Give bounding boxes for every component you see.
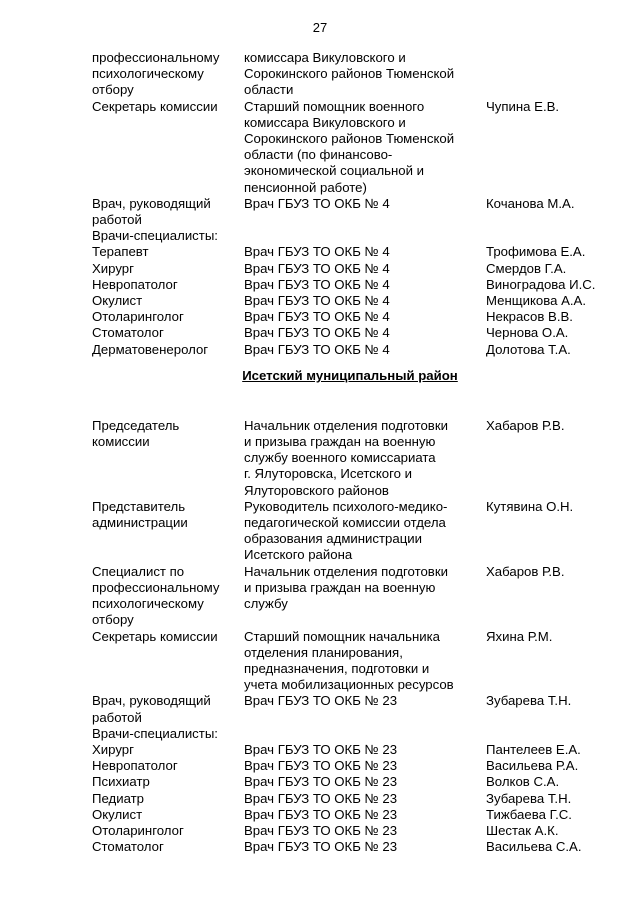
table-row bbox=[0, 791, 640, 807]
table-row bbox=[0, 742, 640, 758]
position-cell: Врач ГБУЗ ТО ОКБ № 23 bbox=[244, 806, 398, 822]
table-row bbox=[0, 50, 640, 99]
table-row bbox=[0, 228, 640, 244]
role-cell: Председатель комиссии bbox=[92, 417, 180, 450]
person-name-cell: Волков С.А. bbox=[486, 774, 560, 790]
role-cell: Секретарь комиссии bbox=[92, 98, 218, 114]
role-cell: Отоларинголог bbox=[92, 309, 184, 325]
section-title: Исетский муниципальный район bbox=[242, 367, 458, 383]
role-cell: Врач, руководящий работой bbox=[92, 195, 211, 228]
person-name-cell: Смердов Г.А. bbox=[486, 260, 567, 276]
table-row bbox=[0, 342, 640, 358]
role-cell: Врачи-специалисты: bbox=[92, 725, 218, 741]
section-gap bbox=[0, 402, 640, 418]
page-number: 27 bbox=[312, 20, 328, 35]
position-cell: Врач ГБУЗ ТО ОКБ № 23 bbox=[244, 822, 398, 838]
role-cell: Врач, руководящий работой bbox=[92, 693, 211, 725]
table-row bbox=[0, 277, 640, 293]
section-heading bbox=[0, 358, 640, 402]
person-name-cell: Хабаров Р.В. bbox=[486, 563, 565, 579]
position-cell: Врач ГБУЗ ТО ОКБ № 23 bbox=[244, 839, 398, 855]
table-row bbox=[0, 418, 640, 499]
table-row bbox=[0, 309, 640, 325]
table-row bbox=[0, 629, 640, 694]
position-cell: Врач ГБУЗ ТО ОКБ № 23 bbox=[244, 758, 398, 774]
person-name-cell: Кочанова М.А. bbox=[486, 195, 575, 211]
role-cell: Врачи-специалисты: bbox=[92, 228, 218, 244]
role-cell: Окулист bbox=[92, 806, 143, 822]
person-name-cell: Чупина Е.В. bbox=[486, 98, 560, 114]
position-cell: Врач ГБУЗ ТО ОКБ № 4 bbox=[244, 341, 390, 357]
position-cell: Начальник отделения подготовки и призыва граждан на военную службу военного комиссариата г. Ялуторовска, Исетского и Ялуторовского районов bbox=[244, 417, 448, 498]
position-cell bbox=[244, 726, 473, 742]
person-name-cell: Кутявина О.Н. bbox=[486, 498, 574, 514]
role-cell: Хирург bbox=[92, 741, 134, 757]
role-cell: Дерматовенеролог bbox=[92, 341, 209, 357]
position-cell: Руководитель психолого-медико- педагогической комиссии отдела образования администрации Исетского района bbox=[244, 498, 448, 563]
table-row bbox=[0, 293, 640, 309]
position-cell: Старший помощник начальника отделения планирования, предназначения, подготовки и учета мобилизационных ресурсов bbox=[244, 628, 454, 693]
person-name-cell: Чернова О.А. bbox=[486, 325, 569, 341]
role-cell: Стоматолог bbox=[92, 325, 164, 341]
role-cell: Окулист bbox=[92, 293, 143, 309]
person-name-cell: Долотова Т.А. bbox=[486, 341, 571, 357]
position-cell: Врач ГБУЗ ТО ОКБ № 23 bbox=[244, 774, 398, 790]
person-name-cell: Тижбаева Г.С. bbox=[486, 806, 572, 822]
person-name-cell: Хабаров Р.В. bbox=[486, 417, 565, 433]
table-row bbox=[0, 693, 640, 725]
role-cell: Невропатолог bbox=[92, 276, 178, 292]
person-name-cell: Зубарева Т.Н. bbox=[486, 693, 572, 709]
table-row bbox=[0, 823, 640, 839]
position-cell: комиссара Викуловского и Сорокинского районов Тюменской области bbox=[244, 50, 455, 98]
table-row bbox=[0, 261, 640, 277]
table-row bbox=[0, 807, 640, 823]
role-cell: Хирург bbox=[92, 260, 134, 276]
position-cell: Начальник отделения подготовки и призыва граждан на военную службу bbox=[244, 563, 448, 612]
person-name-cell: Васильева С.А. bbox=[486, 839, 582, 855]
position-cell: Врач ГБУЗ ТО ОКБ № 23 bbox=[244, 741, 398, 757]
role-cell: Терапевт bbox=[92, 244, 149, 260]
table-row bbox=[0, 758, 640, 774]
table-row bbox=[0, 726, 640, 742]
position-cell: Старший помощник военного комиссара Викуловского и Сорокинского районов Тюменской области (по финансово- экономической социальной и пенсионной работе) bbox=[244, 98, 455, 195]
role-cell: Специалист по профессиональному психологическому отбору bbox=[92, 563, 220, 628]
position-cell: Врач ГБУЗ ТО ОКБ № 4 bbox=[244, 244, 390, 260]
position-cell: Врач ГБУЗ ТО ОКБ № 4 bbox=[244, 260, 390, 276]
position-cell: Врач ГБУЗ ТО ОКБ № 4 bbox=[244, 276, 390, 292]
person-name-cell: Некрасов В.В. bbox=[486, 309, 573, 325]
position-cell: Врач ГБУЗ ТО ОКБ № 23 bbox=[244, 790, 398, 806]
table-row bbox=[0, 564, 640, 629]
position-cell bbox=[244, 228, 473, 244]
commission-block-2 bbox=[0, 418, 640, 855]
table-row bbox=[0, 325, 640, 341]
position-cell: Врач ГБУЗ ТО ОКБ № 4 bbox=[244, 293, 390, 309]
person-name-cell: Пантелеев Е.А. bbox=[486, 741, 581, 757]
role-cell: Секретарь комиссии bbox=[92, 628, 218, 644]
person-name-cell: Виноградова И.С. bbox=[486, 276, 596, 292]
table-row bbox=[0, 774, 640, 790]
person-name-cell: Зубарева Т.Н. bbox=[486, 790, 572, 806]
person-name-cell: Менщикова А.А. bbox=[486, 293, 586, 309]
role-cell: Невропатолог bbox=[92, 758, 178, 774]
table-row bbox=[0, 839, 640, 855]
table-row bbox=[0, 244, 640, 260]
position-cell: Врач ГБУЗ ТО ОКБ № 4 bbox=[244, 325, 390, 341]
table-row bbox=[0, 196, 640, 228]
position-cell: Врач ГБУЗ ТО ОКБ № 4 bbox=[244, 309, 390, 325]
person-name-cell: Трофимова Е.А. bbox=[486, 244, 586, 260]
commission-table bbox=[0, 50, 640, 855]
table-row bbox=[0, 499, 640, 564]
person-name-cell: Васильева Р.А. bbox=[486, 758, 579, 774]
person-name-cell: Яхина Р.М. bbox=[486, 628, 553, 644]
role-cell: Отоларинголог bbox=[92, 822, 184, 838]
commission-block-1 bbox=[0, 50, 640, 358]
role-cell: Стоматолог bbox=[92, 839, 164, 855]
table-row bbox=[0, 99, 640, 196]
role-cell: Психиатр bbox=[92, 774, 150, 790]
person-name-cell: Шестак А.К. bbox=[486, 822, 559, 838]
position-cell: Врач ГБУЗ ТО ОКБ № 4 bbox=[244, 195, 390, 211]
role-cell: Педиатр bbox=[92, 790, 145, 806]
role-cell: профессиональному психологическому отбору bbox=[92, 50, 220, 98]
position-cell: Врач ГБУЗ ТО ОКБ № 23 bbox=[244, 693, 398, 709]
role-cell: Представитель администрации bbox=[92, 498, 188, 531]
